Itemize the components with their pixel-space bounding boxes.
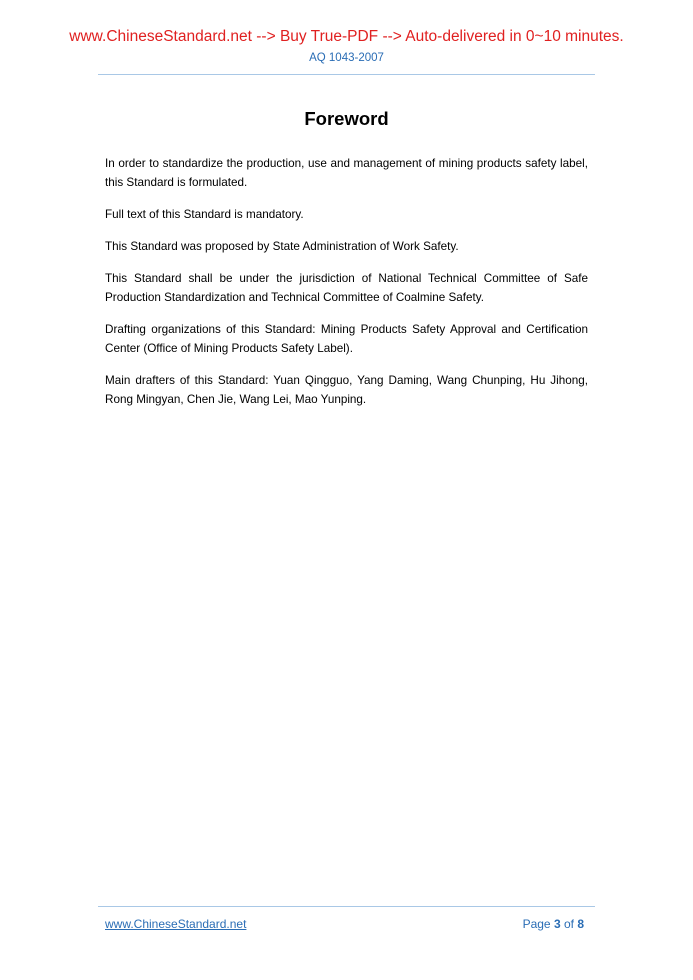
paragraph: In order to standardize the production, use and management of mining products safety label, this Standard is formulated. — [105, 157, 588, 189]
footer-site-link[interactable]: www.ChineseStandard.net — [105, 917, 247, 931]
paragraph: Full text of this Standard is mandatory. — [105, 208, 304, 221]
foreword-body — [105, 154, 588, 422]
paragraph: Main drafters of this Standard: Yuan Qingguo, Yang Daming, Wang Chunping, Hu Jihong, Rong Mingyan, Chen Jie, Wang Lei, Mao Yunping. — [105, 374, 588, 406]
banner-link[interactable]: www.ChineseStandard.net --> Buy True-PDF --> Auto-delivered in 0~10 minutes. — [69, 28, 624, 45]
page-prefix: Page — [522, 917, 554, 931]
paragraph: Drafting organizations of this Standard: Mining Products Safety Approval and Certification Center (Office of Mining Products Safety Label). — [105, 323, 588, 355]
page-separator: of — [560, 917, 578, 931]
standard-code: AQ 1043-2007 — [309, 52, 384, 64]
page-total: 8 — [577, 917, 584, 931]
page-indicator — [523, 916, 584, 932]
paragraph: This Standard shall be under the jurisdiction of National Technical Committee of Safe Production Standardization and Technical Committee of Coalmine Safety. — [105, 272, 588, 304]
paragraph: This Standard was proposed by State Administration of Work Safety. — [105, 240, 459, 253]
page-current: 3 — [553, 917, 561, 931]
header-divider — [98, 74, 595, 75]
page-title: Foreword — [304, 108, 389, 129]
footer-divider — [98, 906, 595, 907]
